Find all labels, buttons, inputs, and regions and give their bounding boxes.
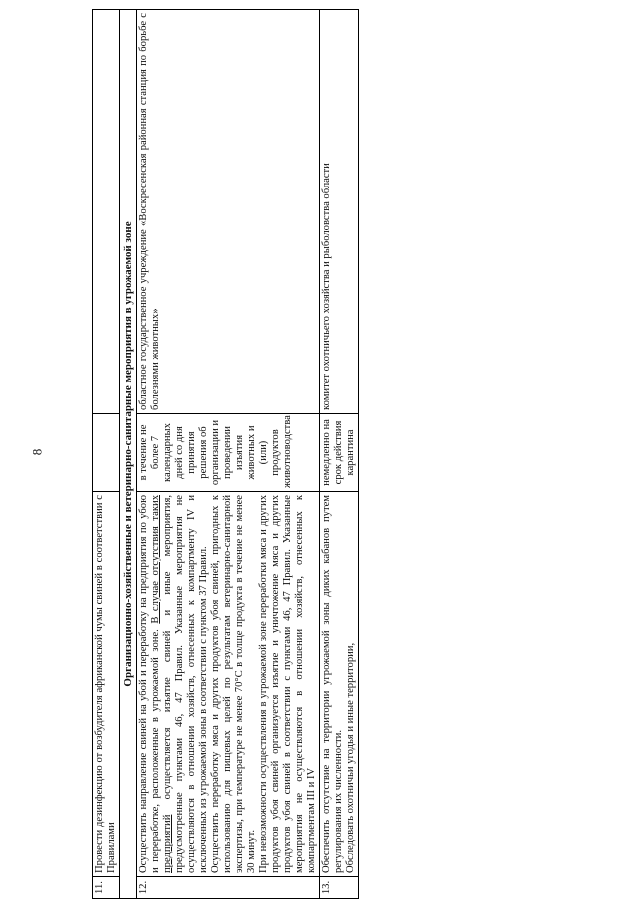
- executor-cell: комитет охотничьего хозяйства и рыболовства области: [320, 10, 359, 414]
- measures-table: [92, 9, 359, 899]
- row-number: 13.: [320, 877, 359, 899]
- executor-cell: [93, 10, 120, 414]
- table-row: [137, 10, 320, 899]
- measure-text: Обследовать охотничьи угодья и иные территории,: [345, 642, 356, 873]
- measure-text: осуществляется изъятие свиней и иные мероприятия, предусмотренные пунктами 46, 47 Правил. Указанные мероприятия не осуществляются в отношении хозяйств, отнесенных к компартменту IV и исключенных из угрожаемой зоны в соответствии с пунктом 37 Правил.: [162, 495, 209, 873]
- measure-text: Осуществить направление свиней на убой и переработку на предприятия по убою и переработке, расположенные в угрожаемой зоне.: [138, 495, 161, 873]
- table-row: [320, 10, 359, 899]
- section-row: [120, 10, 137, 899]
- row-number: 12.: [137, 877, 320, 899]
- term-cell: в течение не более 7 календарных дней со дня принятия решения об организации и проведении изъятия животных и (или) продуктов животноводства: [137, 414, 320, 492]
- row-number: 11.: [93, 877, 120, 899]
- section-title: Организационно-хозяйственные и ветеринарно-санитарные мероприятия в угрожаемой зоне: [120, 10, 137, 899]
- measure-text: При невозможности осуществления в угрожаемой зоне переработки мяса и других продуктов убоя свиней организуется изъятие и уничтожение мяса и других продуктов убоя свиней в соответствии с пунктами 46, 47 Правил. Указанные мероприятия не осуществляются в отношении хозяйств, отнесенных к компартментам III и IV: [258, 495, 317, 873]
- measure-cell: Провести дезинфекцию от возбудителя африканской чумы свиней в соответствии с Правилами: [93, 492, 120, 877]
- measure-text: Осуществить переработку мяса и других продуктов убоя свиней, пригодных к использованию для пищевых целей по результатам ветеринарно-санитарной экспертизы, при температуре не менее 70°С в толще продукта в течение не менее 30 минут.: [210, 495, 257, 873]
- page-number: 8: [29, 448, 45, 456]
- measure-cell: [320, 492, 359, 877]
- executor-cell: областное государственное учреждение «Воскресенская районная станция по борьбе с болезнями животных»: [137, 10, 320, 414]
- term-cell: немедленно на срок действия карантина: [320, 414, 359, 492]
- measure-cell: [137, 492, 320, 877]
- table-row: [93, 10, 120, 899]
- measure-text: Обеспечить отсутствие на территории угрожаемой зоны диких кабанов путем регулирования их численности.: [321, 495, 344, 873]
- measure-underlined-text: В случае отсутствия таких предприятий: [150, 495, 173, 873]
- term-cell: [93, 414, 120, 492]
